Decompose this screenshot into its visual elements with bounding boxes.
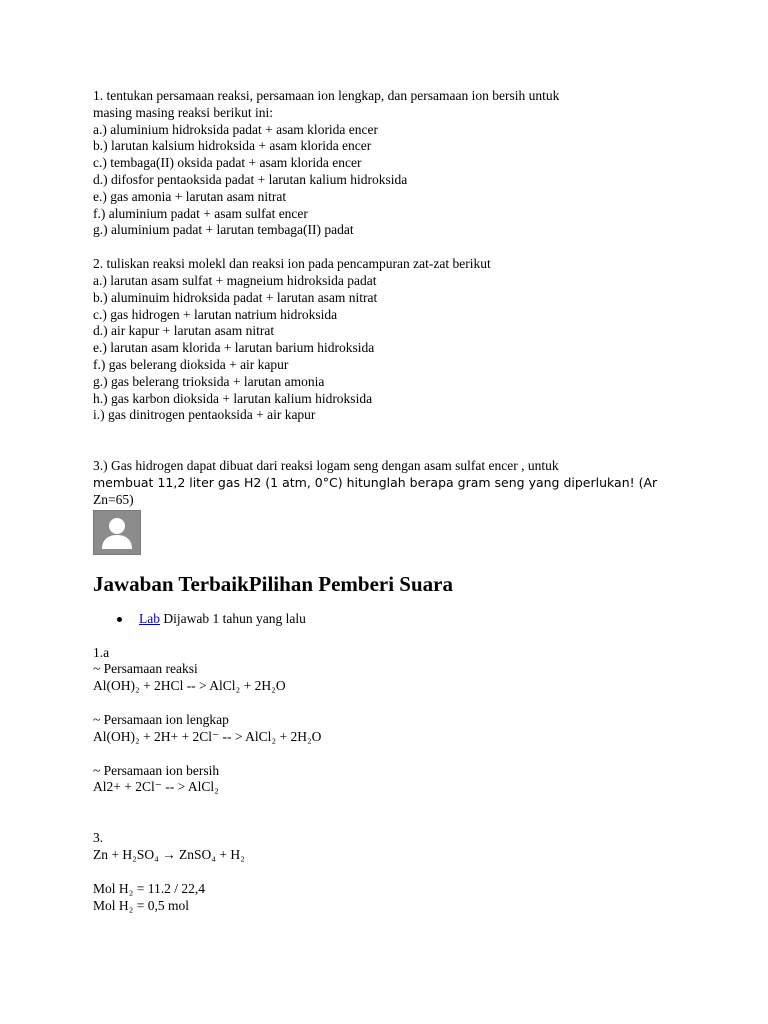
q2-item-a: a.) larutan asam sulfat + magneium hidroksida padat [93,272,377,288]
q2-item-d: d.) air kapur + larutan asam nitrat [93,323,275,339]
q1-intro-line-2: masing masing reaksi berikut ini: [93,104,273,120]
answer-line: ~ Persamaan ion lengkap [93,711,229,727]
answer-line: Zn + H₂SO₄ → ZnSO₄ + H₂ [93,846,245,862]
q1-item-d: d.) difosfor pentaoksida padat + larutan kalium hidroksida [93,171,408,187]
author-link[interactable]: Lab [139,610,160,626]
q2-item-c: c.) gas hidrogen + larutan natrium hidroksida [93,306,338,322]
q3-line-2: membuat 11,2 liter gas H2 (1 atm, 0°C) hitunglah berapa gram seng yang diperlukan! (Ar [93,474,658,490]
answer-line: Mol H₂ = 11.2 / 22,4 [93,880,205,896]
q2-item-b: b.) aluminuim hidroksida padat + larutan asam nitrat [93,289,378,305]
q1-item-c: c.) tembaga(II) oksida padat + asam klorida encer [93,155,362,171]
answer-line: Al(OH)₂ + 2H+ + 2Cl⁻ -- > AlCl₂ + 2H₂O [93,728,322,744]
q1-item-b: b.) larutan kalsium hidroksida + asam klorida encer [93,138,372,154]
spacer [93,746,693,763]
answer-body [93,645,693,915]
q1-intro-line-1: 1. tentukan persamaan reaksi, persamaan ion lengkap, dan persamaan ion bersih untuk [93,88,560,103]
answer-meta-text [139,611,306,628]
spacer [93,796,693,830]
answer-line: ~ Persamaan ion bersih [93,762,220,778]
q2-item-f: f.) gas belerang dioksida + air kapur [93,356,289,372]
answer-line: Mol H₂ = 0,5 mol [93,897,189,913]
spacer [93,424,693,458]
answered-time: Dijawab 1 tahun yang lalu [160,610,306,626]
q1-item-e: e.) gas amonia + larutan asam nitrat [93,188,287,204]
answer-line: 1.a [93,644,110,660]
q3-line-1: 3.) Gas hidrogen dapat dibuat dari reaksi logam seng dengan asam sulfat encer , untuk [93,458,559,474]
answer-line: Al2+ + 2Cl⁻ -- > AlCl₂ [93,779,219,795]
question-3 [93,458,693,508]
q2-intro: 2. tuliskan reaksi molekl dan reaksi ion pada pencampuran zat-zat berikut [93,256,491,272]
q3-line-3: Zn=65) [93,491,134,507]
answer-line: ~ Persamaan reaksi [93,661,198,677]
user-avatar-icon[interactable] [93,510,141,555]
q1-item-g: g.) aluminium padat + larutan tembaga(II) padat [93,222,354,238]
document-body [93,88,693,914]
answer-line: Al(OH)₂ + 2HCl -- > AlCl₂ + 2H₂O [93,678,286,694]
answer-line: 3. [93,830,104,846]
q2-item-g: g.) gas belerang trioksida + larutan amonia [93,373,325,389]
spacer [93,239,693,256]
q2-item-i: i.) gas dinitrogen pentaoksida + air kapur [93,407,316,423]
question-1 [93,88,693,239]
q1-item-f: f.) aluminium padat + asam sulfat encer [93,205,308,221]
spacer [93,695,693,712]
bullet-icon [117,617,122,622]
q1-item-a: a.) aluminium hidroksida padat + asam klorida encer [93,121,379,137]
answer-meta [93,611,693,629]
spacer [93,864,693,881]
q2-item-h: h.) gas karbon dioksida + larutan kalium hidroksida [93,390,373,406]
question-2 [93,256,693,424]
best-answer-heading: Jawaban TerbaikPilihan Pemberi Suara [93,571,453,596]
q2-item-e: e.) larutan asam klorida + larutan barium hidroksida [93,340,375,356]
